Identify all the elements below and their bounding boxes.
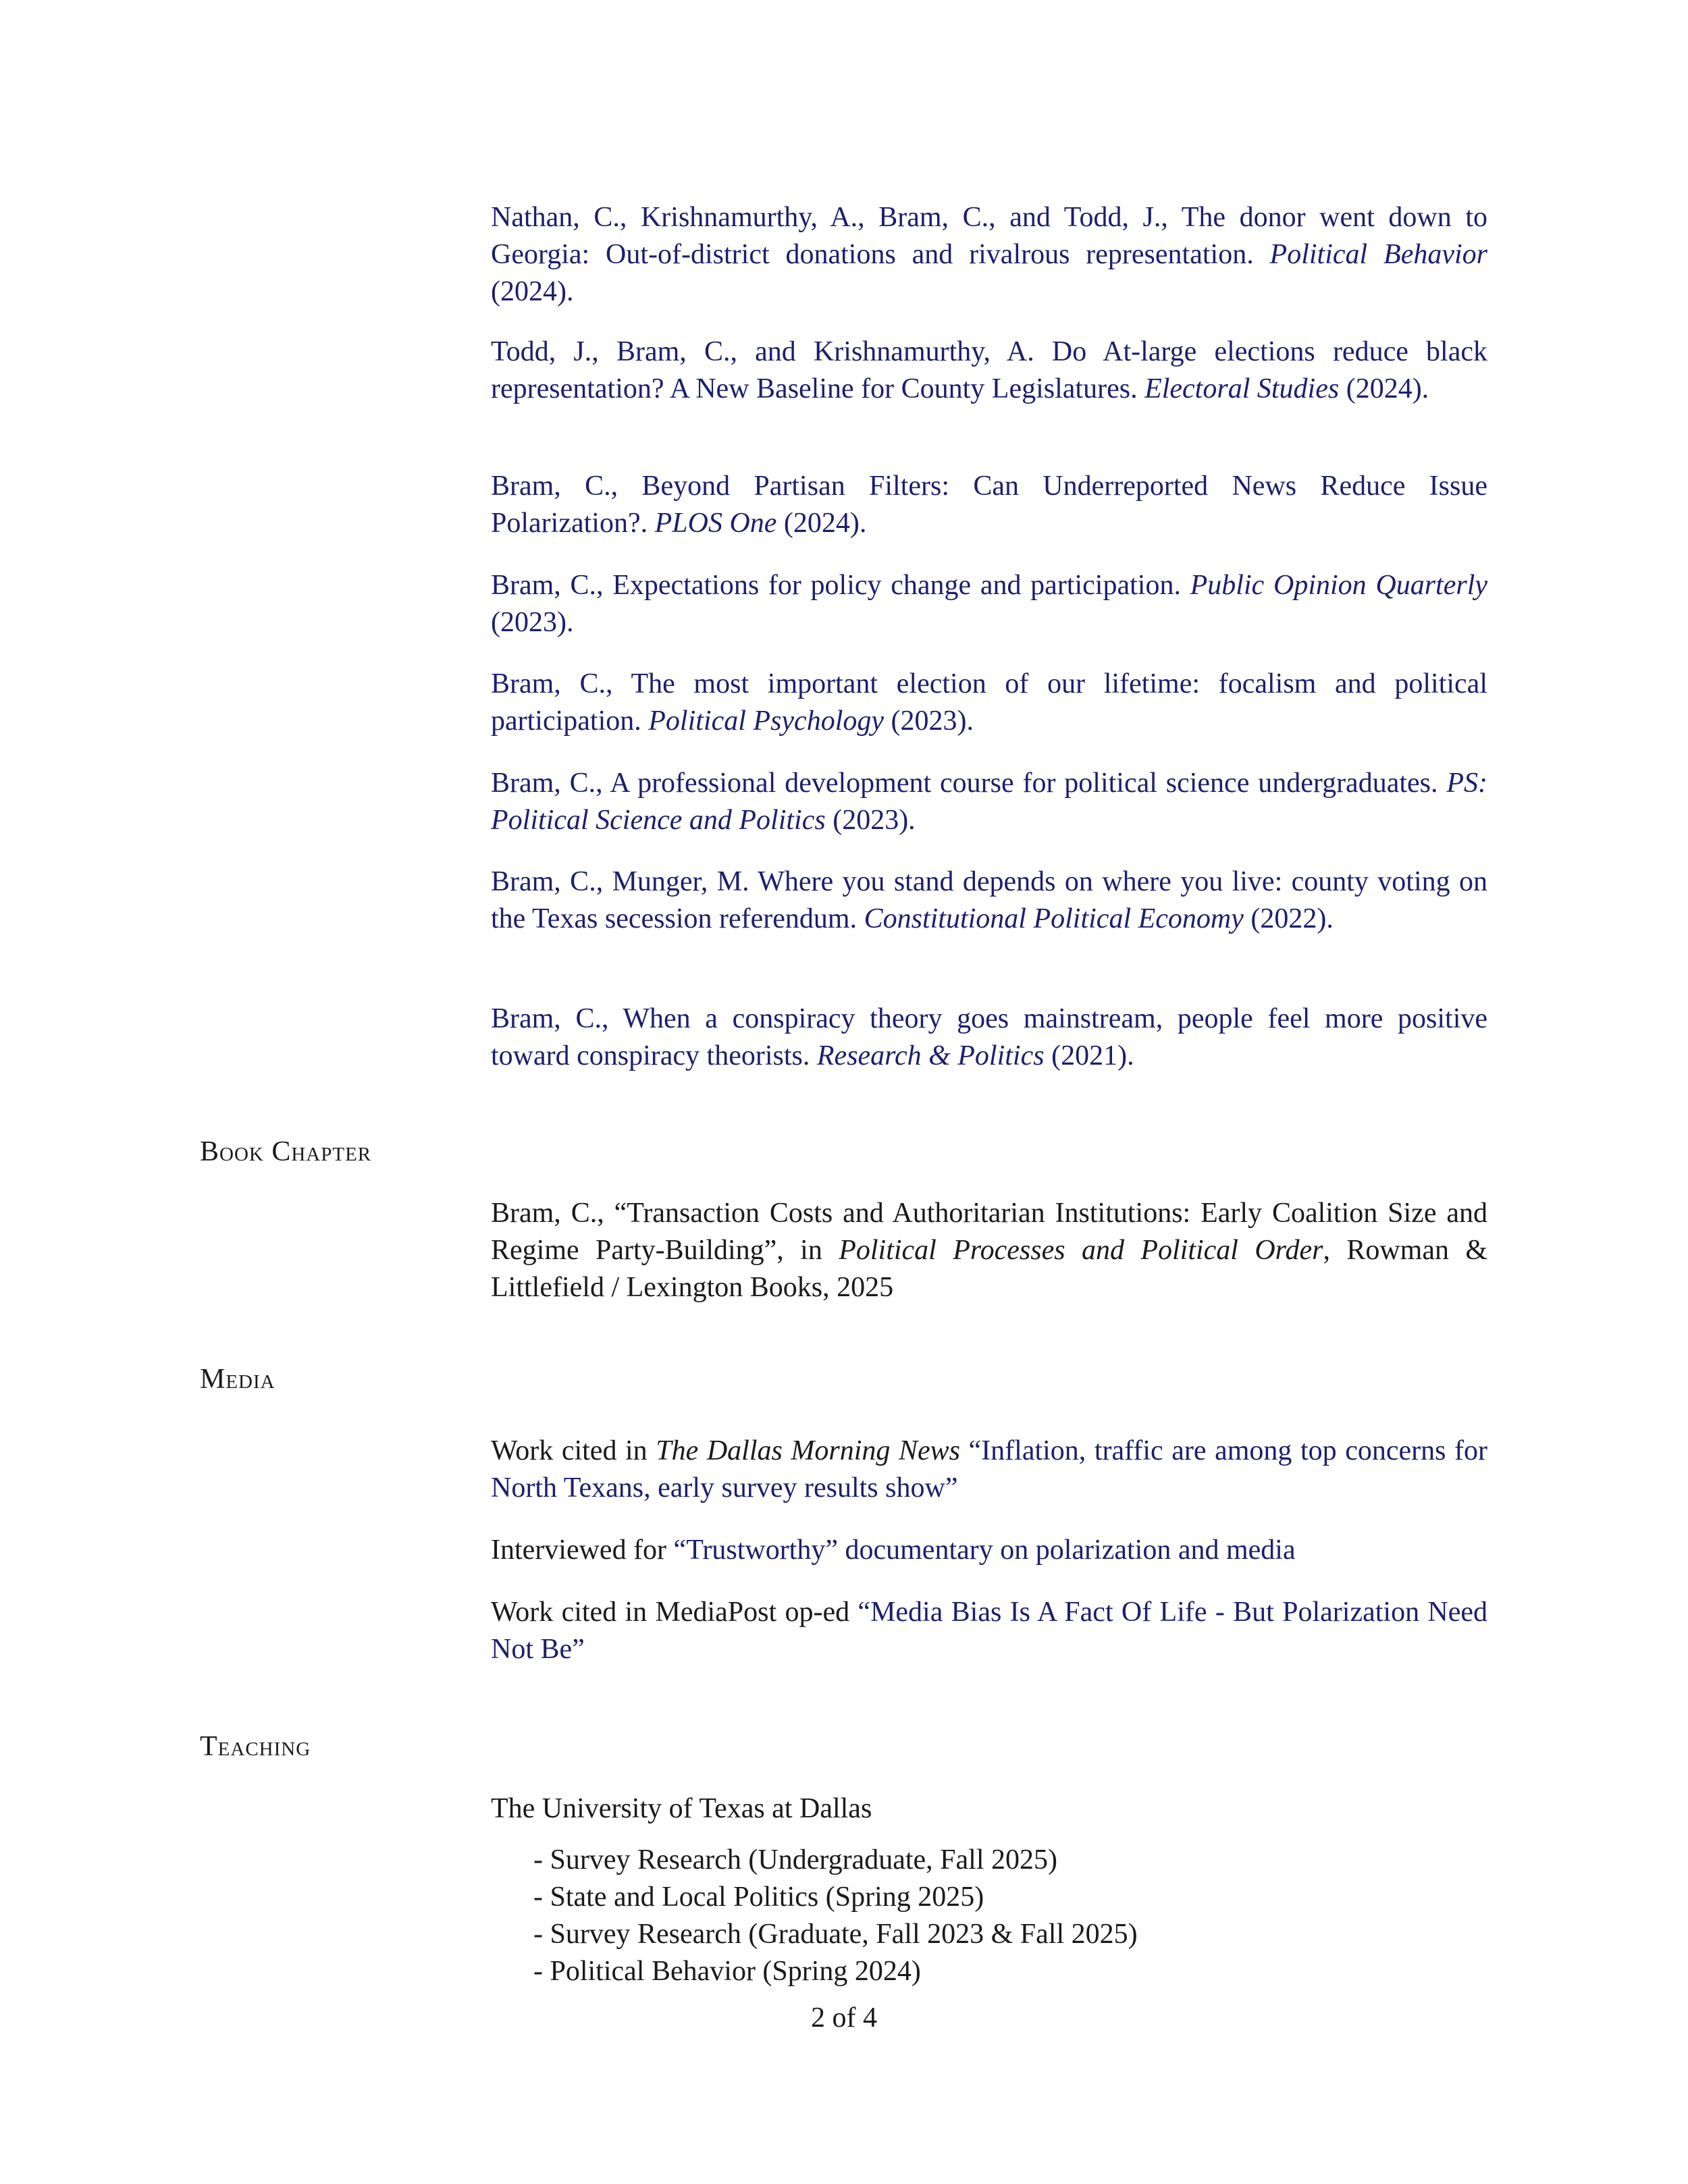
publication-citation: Bram, C., The most important election of our lifetime: focalism and political participation. (491, 668, 1487, 737)
publication-entry[interactable] (491, 1001, 1487, 1075)
media-outlet: The Dallas Morning News (656, 1435, 960, 1466)
publication-journal: Constitutional Political Economy (864, 903, 1244, 934)
section-heading-teaching: Teaching (200, 1731, 311, 1762)
publication-entry[interactable] (491, 468, 1487, 542)
publication-year: (2024). (491, 276, 574, 307)
publication-year: (2022). (1243, 903, 1334, 934)
publication-citation: Bram, C., Munger, M. Where you stand depends on where you live: county voting on the Texas secession referendum. (491, 866, 1487, 934)
publication-journal: PS: Political Science and Politics (491, 768, 1487, 836)
media-link[interactable]: “Media Bias Is A Fact Of Life - But Polarization Need Not Be” (491, 1597, 1487, 1665)
course-list (533, 1842, 1138, 1990)
book-chapter-citation: Bram, C., “Transaction Costs and Authoritarian Institutions: Early Coalition Size and Regime Party-Building”, in (491, 1198, 1487, 1266)
media-entry (491, 1594, 1487, 1668)
publication-entry[interactable] (491, 199, 1487, 311)
course-item: - Political Behavior (Spring 2024) (533, 1956, 921, 1987)
publication-citation: Bram, C., Beyond Partisan Filters: Can Underreported News Reduce Issue Polarization?. (491, 471, 1487, 539)
book-chapter-entry (491, 1195, 1487, 1306)
course-item: - Survey Research (Undergraduate, Fall 2025) (533, 1844, 1057, 1875)
teaching-institution: The University of Texas at Dallas (491, 1793, 872, 1824)
publication-entry[interactable] (491, 334, 1487, 408)
publication-year: (2023). (491, 607, 574, 638)
media-link[interactable]: “Inflation, traffic are among top concerns for North Texans, early survey results show” (491, 1435, 1488, 1503)
publication-journal: Political Behavior (1269, 239, 1487, 270)
section-heading-book-chapter: Book Chapter (200, 1136, 372, 1167)
publication-journal: Public Opinion Quarterly (1190, 570, 1488, 601)
section-heading-media: Media (200, 1364, 275, 1395)
book-publisher: , Rowman & Littlefield / Lexington Books, 2025 (491, 1235, 1488, 1303)
publication-journal: Political Psychology (648, 705, 885, 737)
publication-journal: PLOS One (654, 508, 777, 539)
publication-journal: Electoral Studies (1144, 373, 1340, 404)
media-prefix: Interviewed for (491, 1535, 674, 1566)
publication-citation: Bram, C., A professional development course for political science undergraduates. (491, 768, 1447, 799)
media-entry (491, 1532, 1487, 1569)
media-prefix: Work cited in (491, 1435, 656, 1466)
publication-citation: Todd, J., Bram, C., and Krishnamurthy, A. Do At-large elections reduce black representation? A New Baseline for County Legislatures. (491, 336, 1487, 404)
media-link[interactable]: “Trustworthy” documentary on polarization and media (673, 1535, 1296, 1566)
publication-year: (2021). (1044, 1040, 1134, 1071)
publication-citation: Bram, C., When a conspiracy theory goes mainstream, people feel more positive toward conspiracy theorists. (491, 1003, 1487, 1071)
publication-year: (2023). (825, 805, 916, 836)
page-number: 2 of 4 (811, 2002, 877, 2033)
publication-entry[interactable] (491, 765, 1487, 839)
publication-year: (2024). (1339, 373, 1429, 404)
course-item: - Survey Research (Graduate, Fall 2023 & Fall 2025) (533, 1919, 1138, 1950)
course-item: - State and Local Politics (Spring 2025) (533, 1882, 984, 1913)
publication-citation: Bram, C., Expectations for policy change and participation. (491, 570, 1190, 601)
publication-journal: Research & Politics (816, 1040, 1045, 1071)
publication-citation: Nathan, C., Krishnamurthy, A., Bram, C., and Todd, J., The donor went down to Georgia: Out-of-district donations and rivalrous representation. (491, 202, 1487, 270)
publication-entry[interactable] (491, 567, 1487, 641)
publication-year: (2024). (776, 508, 867, 539)
media-prefix: Work cited in MediaPost op-ed (491, 1597, 858, 1628)
publication-year: (2023). (884, 705, 974, 737)
publication-entry[interactable] (491, 863, 1487, 938)
publication-entry[interactable] (491, 666, 1487, 740)
book-title: Political Processes and Political Order (839, 1235, 1323, 1266)
media-entry (491, 1433, 1487, 1507)
